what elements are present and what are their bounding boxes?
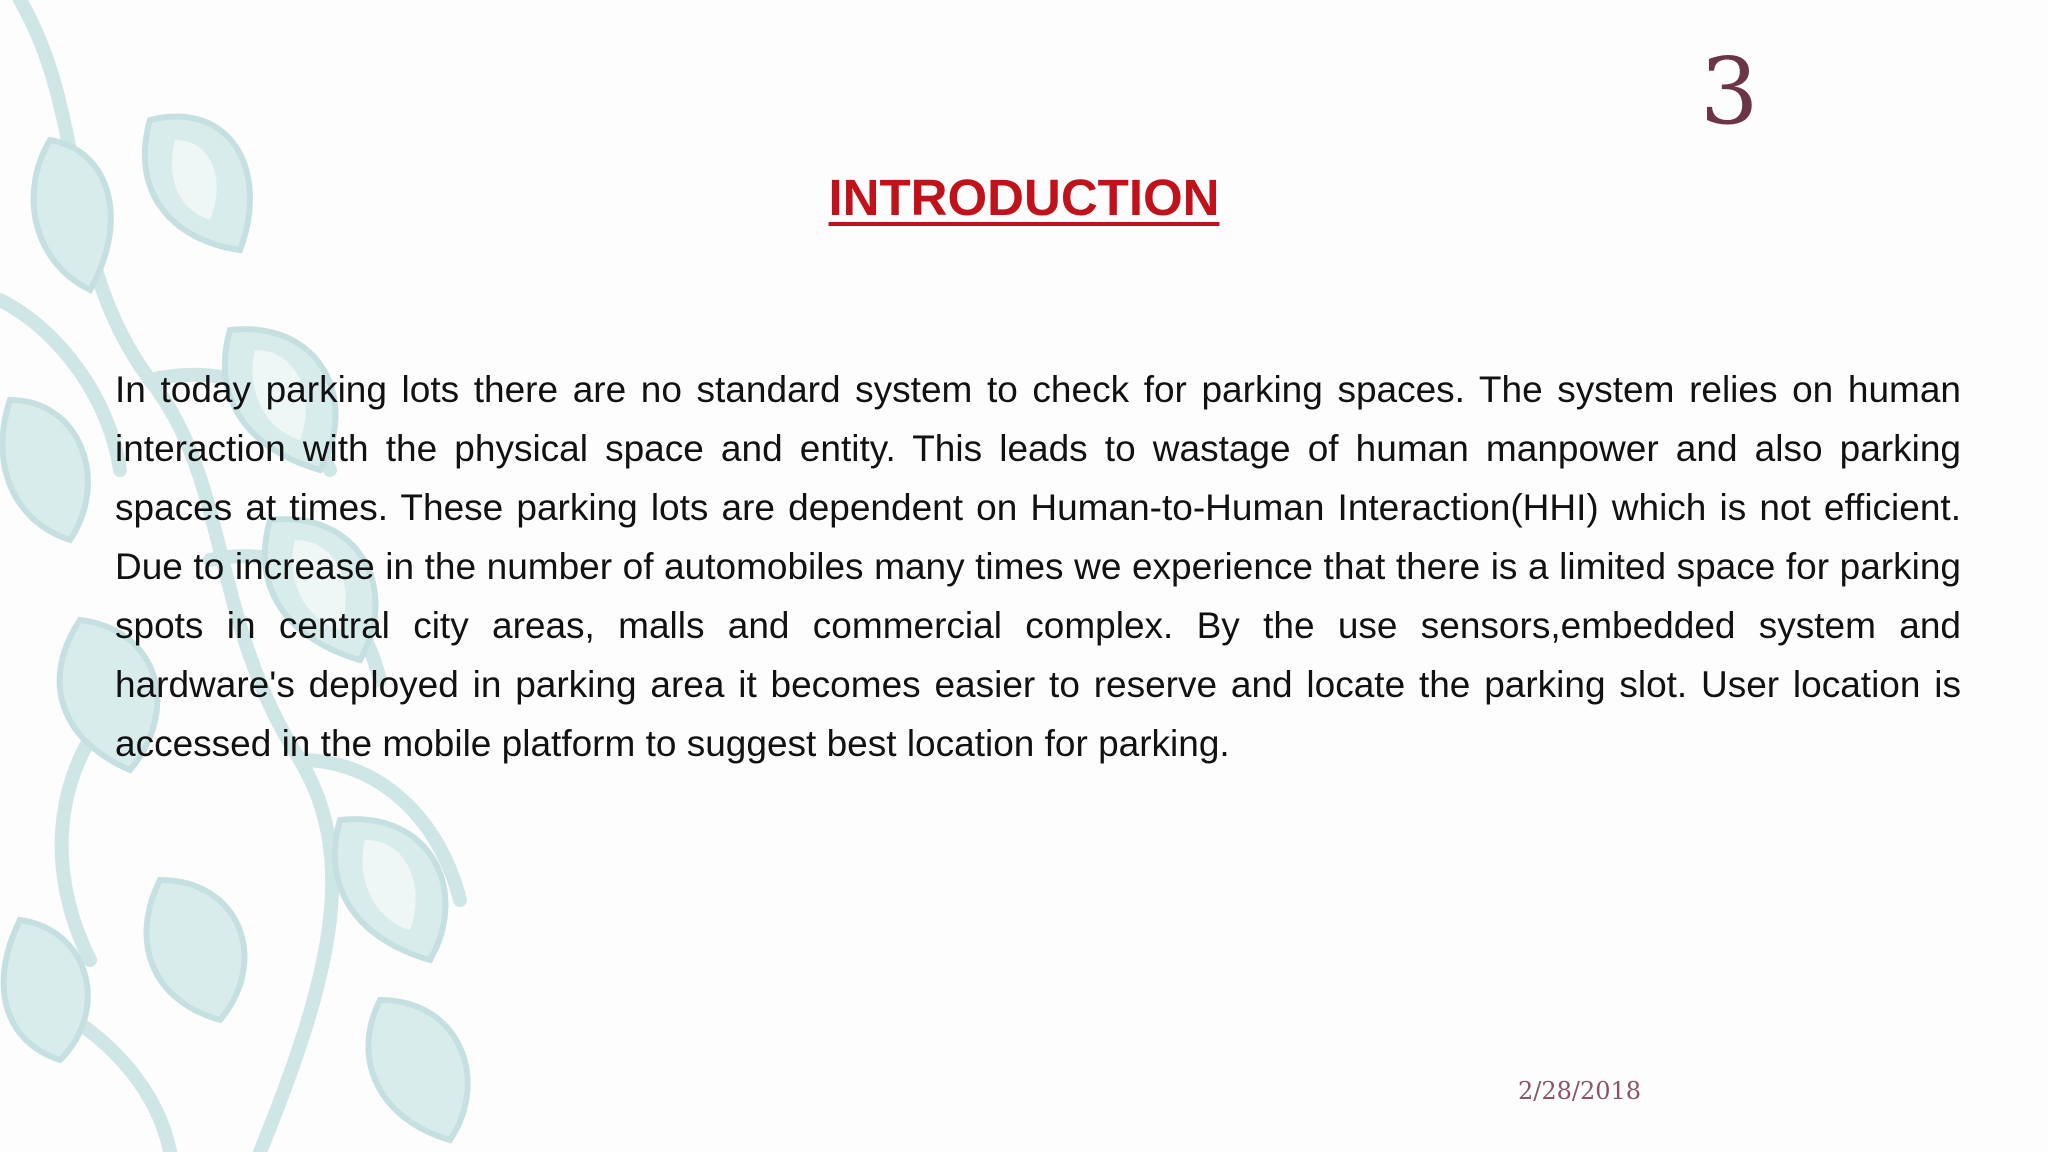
footer-date: 2/28/2018: [1518, 1077, 1642, 1105]
body-paragraph: In today parking lots there are no standard system to check for parking spaces. The system relies on human interaction with the physical space and entity. This leads to wastage of human manpower and also parking spaces at times. These parking lots are dependent on Human-to-Human Interaction(HHI) which is not efficient. Due to increase in the number of automobiles many times we experience that there is a limited space for parking spots in central city areas, malls and commercial complex. By the use sensors,embedded system and hardware's deployed in parking area it becomes easier to reserve and locate the parking slot. User location is accessed in the mobile platform to suggest best location for parking.: [115, 369, 1961, 764]
slide-title: INTRODUCTION: [828, 169, 1220, 226]
slide-number: 3: [1700, 38, 1759, 145]
